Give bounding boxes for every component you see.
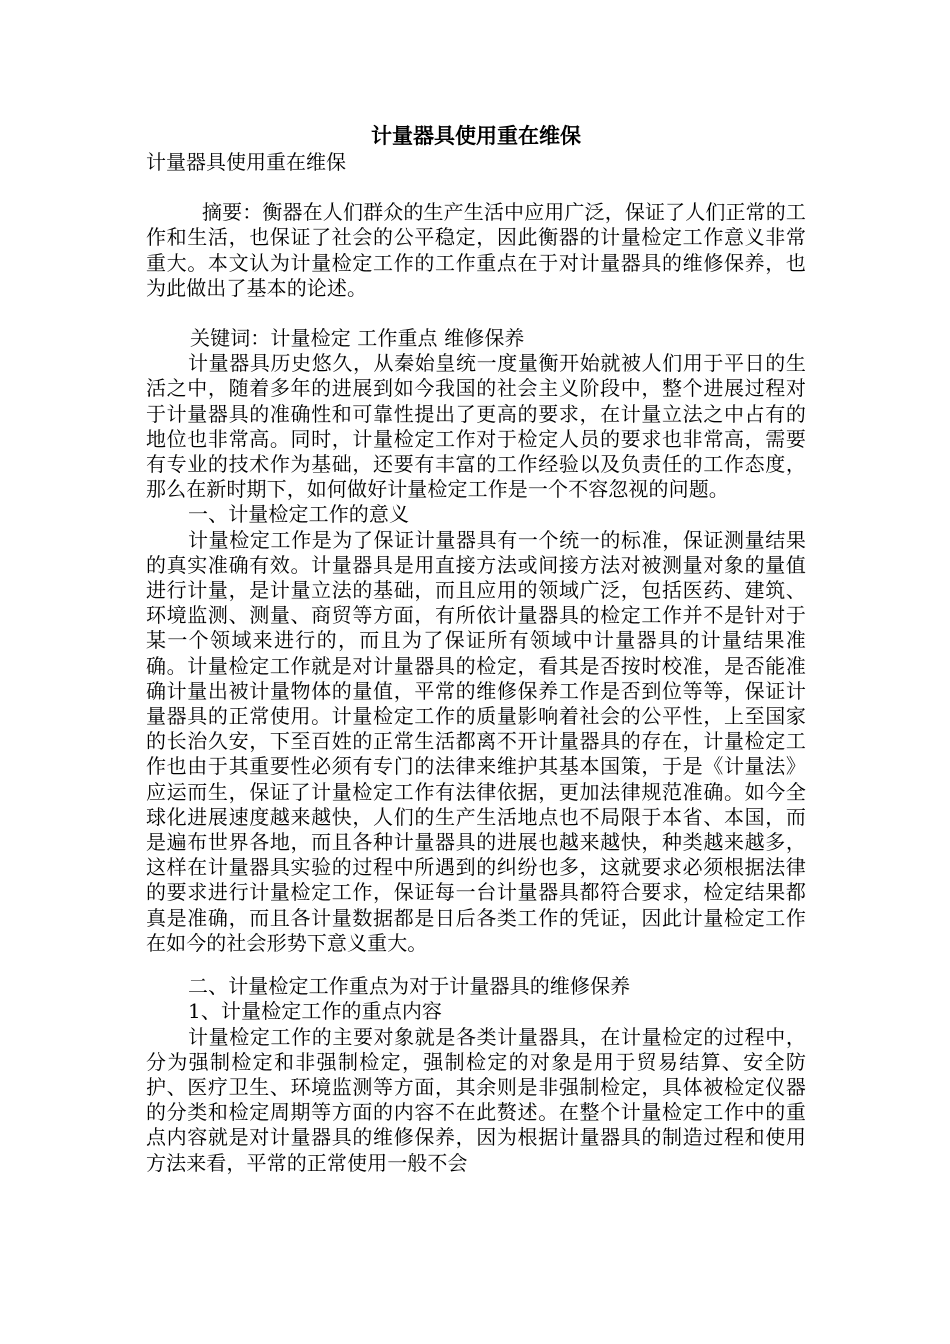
document-subtitle: 计量器具使用重在维保 (146, 150, 346, 174)
document-title: 计量器具使用重在维保 (371, 123, 581, 148)
spacer (146, 175, 806, 200)
section2-subheading: 1、计量检定工作的重点内容 (188, 999, 443, 1024)
spacer (146, 301, 806, 326)
section1-paragraph: 计量检定工作是为了保证计量器具有一个统一的标准，保证测量结果的真实准确有效。计量器具是用直接方法或间接方法对被测量对象的量值进行计量，是计量立法的基础，而且应用的领域广泛，包括医药、建筑、环境监测、测量、商贸等方面，有所依计量器具的检定工作并不是针对于某一个领域来进行的，而且为了保证所有领域中计量器具的计量结果准确。计量检定工作就是对计量器具的检定，看其是否按时校准，是否能准确计量出被计量物体的量值，平常的维修保养工作是否到位等等，保证计量器具的正常使用。计量检定工作的质量影响着社会的公平性，上至国家的长治久安，下至百姓的正常生活都离不开计量器具的存在，计量检定工作也由于其重要性必须有专门的法律来维护其基本国策，于是《计量法》应运而生，保证了计量检定工作有法律依据，更加法律规范准确。如今全球化进展速度越来越快，人们的生产生活地点也不局限于本省、本国，而是遍布世界各地，而且各种计量器具的进展也越来越快，种类越来越多，这样在计量器具实验的过程中所遇到的纠纷也多，这就要求必须根据法律的要求进行计量检定工作，保证每一台计量器具都符合要求，检定结果都真是准确，而且各计量数据都是日后各类工作的凭证，因此计量检定工作在如今的社会形势下意义重大。 (146, 527, 806, 955)
spacer (146, 956, 806, 974)
document-body (146, 122, 806, 1176)
abstract-paragraph: 摘要：衡器在人们群众的生产生活中应用广泛，保证了人们正常的工作和生活，也保证了社会的公平稳定，因此衡器的计量检定工作意义非常重大。本文认为计量检定工作的工作重点在于对计量器具的维修保养，也为此做出了基本的论述。 (146, 200, 806, 300)
section2-paragraph: 计量检定工作的主要对象就是各类计量器具，在计量检定的过程中，分为强制检定和非强制检定，强制检定的对象是用于贸易结算、安全防护、医疗卫生、环境监测等方面，其余则是非强制检定，具体被检定仪器的分类和检定周期等方面的内容不在此赘述。在整个计量检定工作中的重点内容就是对计量器具的维修保养，因为根据计量器具的制造过程和使用方法来看，平常的正常使用一般不会 (146, 1024, 806, 1175)
section2-heading: 二、计量检定工作重点为对于计量器具的维修保养 (188, 974, 631, 999)
keywords-line: 关键词：计量检定 工作重点 维修保养 (190, 326, 525, 351)
intro-paragraph: 计量器具历史悠久，从秦始皇统一度量衡开始就被人们用于平日的生活之中，随着多年的进展到如今我国的社会主义阶段中，整个进展过程对于计量器具的准确性和可靠性提出了更高的要求，在计量立法之中占有的地位也非常高。同时，计量检定工作对于检定人员的要求也非常高，需要有专业的技术作为基础，还要有丰富的工作经验以及负责任的工作态度，那么在新时期下，如何做好计量检定工作是一个不容忽视的问题。 (146, 351, 806, 502)
section1-heading: 一、计量检定工作的意义 (188, 502, 410, 527)
